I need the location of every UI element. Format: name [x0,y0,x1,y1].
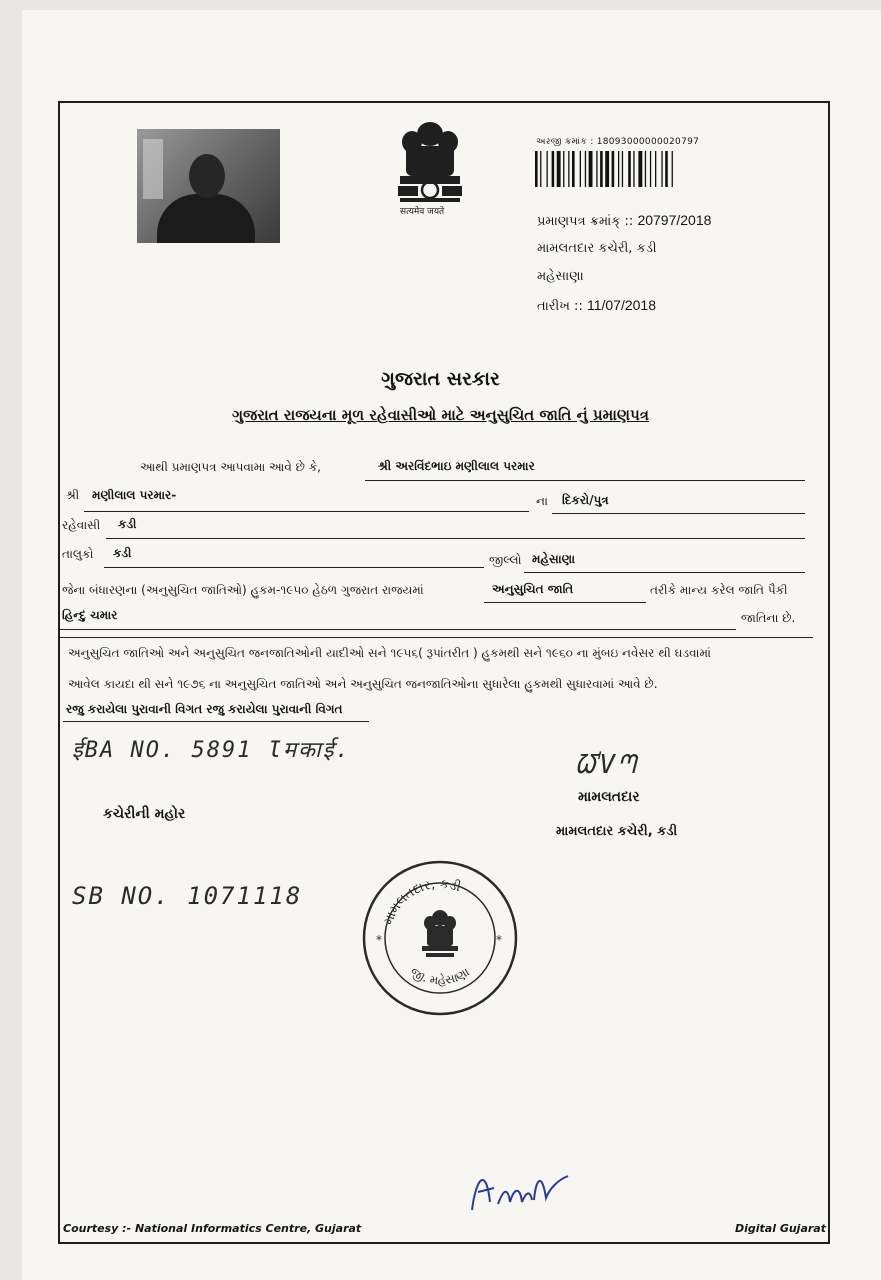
applicant-signature [464,1158,584,1218]
office-seal [360,858,520,1018]
barcode-bar [618,151,619,187]
barcode-bar [645,151,646,187]
barcode-bar [540,151,541,187]
handwritten-initials: ᘺVᘉ [575,750,638,780]
seal-top-text: મામલતદાર, કડી [380,876,463,927]
certificate-number: 20797/2018 [637,212,712,228]
office-name: મામલતદાર કચેરી, કડી [537,241,657,256]
rule-paragraph-line1: અનુસુચિત જાતિઓ અને અનુસુચિત જનજાતિઓની યાદીઓ સને ૧૯૫૬( રૂપાંતરીત ) હુકમથી સને ૧૯૬૦ ના મુંબઇ નવેસર થી ઘડવામાં [68,646,711,660]
section-divider [60,637,813,638]
footer-courtesy: Courtesy :- National Informatics Centre, Gujarat [63,1222,362,1235]
barcode-bar [672,151,673,187]
resident-line [106,538,805,539]
category-line [484,602,646,603]
barcode-bar [568,151,569,187]
certificate-number-label: પ્રમાણપત્ર ક્રમાંક્ :: [537,214,634,229]
relation-value: દિકરો/પુત્ર [562,493,609,507]
handwritten-note-2: SB NO. 1071118 [72,882,303,910]
barcode-bar [638,151,642,187]
category-value: અનુસુચિત જાતિ [492,582,574,596]
issue-date: 11/07/2018 [586,297,656,313]
district-name: મહેસાણા [537,269,584,284]
barcode-bar [633,151,634,187]
signatory-office: મામલતદાર કચેરી, કડી [556,824,678,839]
district-field-label: જીલ્લો [489,553,522,567]
rule-paragraph-line2: આવેલ કાયદા થી સને ૧૯૭૬ ના અનુસુચિત જાતિઓ અને અનુસુચિત જનજાતિઓના સુધારેલા હુકમથી સુધારવામાં આવે છે. [68,677,658,691]
date-label: તારીખ :: [537,299,583,314]
na-label: ના [536,494,548,508]
seal-star-left-icon: * [376,933,382,947]
barcode-bar [612,151,615,187]
taluka-label: તાલુકો [62,547,94,561]
barcode-bar [589,151,593,187]
resident-label: રહેવાસી [62,518,101,532]
national-emblem-icon [390,112,470,207]
seal-emblem-icon [422,910,458,957]
applicant-name: શ્રી અરવિંદભાઇ મણીલાલ પરમાર [378,459,535,473]
certificate-number-row [537,212,711,229]
barcode-bar [596,151,597,187]
barcode-bar [535,151,538,187]
caste-line [60,629,736,630]
signature-text: Arvind [464,1158,468,1159]
evidence-heading: રજુ કરાયેલા પુરાવાની વિગત રજુ કરાયેલા પુરાવાની વિગત [66,702,343,716]
barcode-bar [650,151,651,187]
handwritten-note-1: ईBA NO. 5891 Ɩमकाई. [72,738,351,763]
caste-suffix: જાતિના છે. [741,611,796,625]
certificate-title: ગુજરાત રાજયના મૂળ રહેવાસીઓ માટે અનુસુચિત જાતિ નું પ્રમાણપત્ર [232,406,649,424]
recognized-text: તરીકે માન્ય કરેલ જાતિ પૈકી [650,583,788,597]
barcode-bar [622,151,623,187]
barcode-bar [572,151,575,187]
constitution-text: જેના બંધારણના (અનુસુચિત જાતિઓ) હુકમ-૧૯૫૦ હેઠળ ગુજરાત રાજયમાં [62,583,424,597]
caste-value: હિન્દુ ચમાર [62,608,118,622]
evidence-underline [63,721,369,722]
date-row [537,297,656,314]
intro-text: આથી પ્રમાણપત્ર આપવામા આવે છે કે, [140,460,321,474]
barcode-bar [557,151,561,187]
seal-bottom-text: જી. મહેસાણા [408,964,472,988]
taluka-value: કડી [113,546,132,560]
barcode-bar [605,151,609,187]
barcode-bar [628,151,631,187]
footer-brand: Digital Gujarat [735,1222,826,1235]
barcode-bar [661,151,662,187]
resident-value: કડી [118,517,137,531]
barcode [535,151,707,187]
office-stamp-label: કચેરીની મહોર [103,806,186,822]
barcode-bar [600,151,603,187]
barcode-bar [563,151,564,187]
seal-star-right-icon: * [496,933,502,947]
applicant-photo [137,129,280,243]
emblem-motto: सत्यमेव जयते [400,207,445,217]
barcode-bar [547,151,548,187]
district-field-value: મહેસાણા [532,552,576,566]
certificate-frame [58,101,830,1244]
barcode-bar [580,151,581,187]
relation-line [552,513,805,514]
barcode-bar [665,151,668,187]
father-line [84,511,529,512]
father-name: મણીલાલ પરમાર- [92,488,177,502]
district-line [524,572,805,573]
svg-text:જી. મહેસાણા [408,965,472,988]
applicant-line [365,480,805,481]
barcode-bar [552,151,555,187]
shri-label: શ્રી [66,488,80,502]
government-title: ગુજરાત સરકાર [381,368,500,390]
application-number: અરજી ક્રમાંક : 18093000000020797 [536,137,700,147]
taluka-line [104,567,484,568]
barcode-bar [655,151,656,187]
barcode-bar [585,151,586,187]
signatory-title: મામલતદાર [578,789,640,805]
